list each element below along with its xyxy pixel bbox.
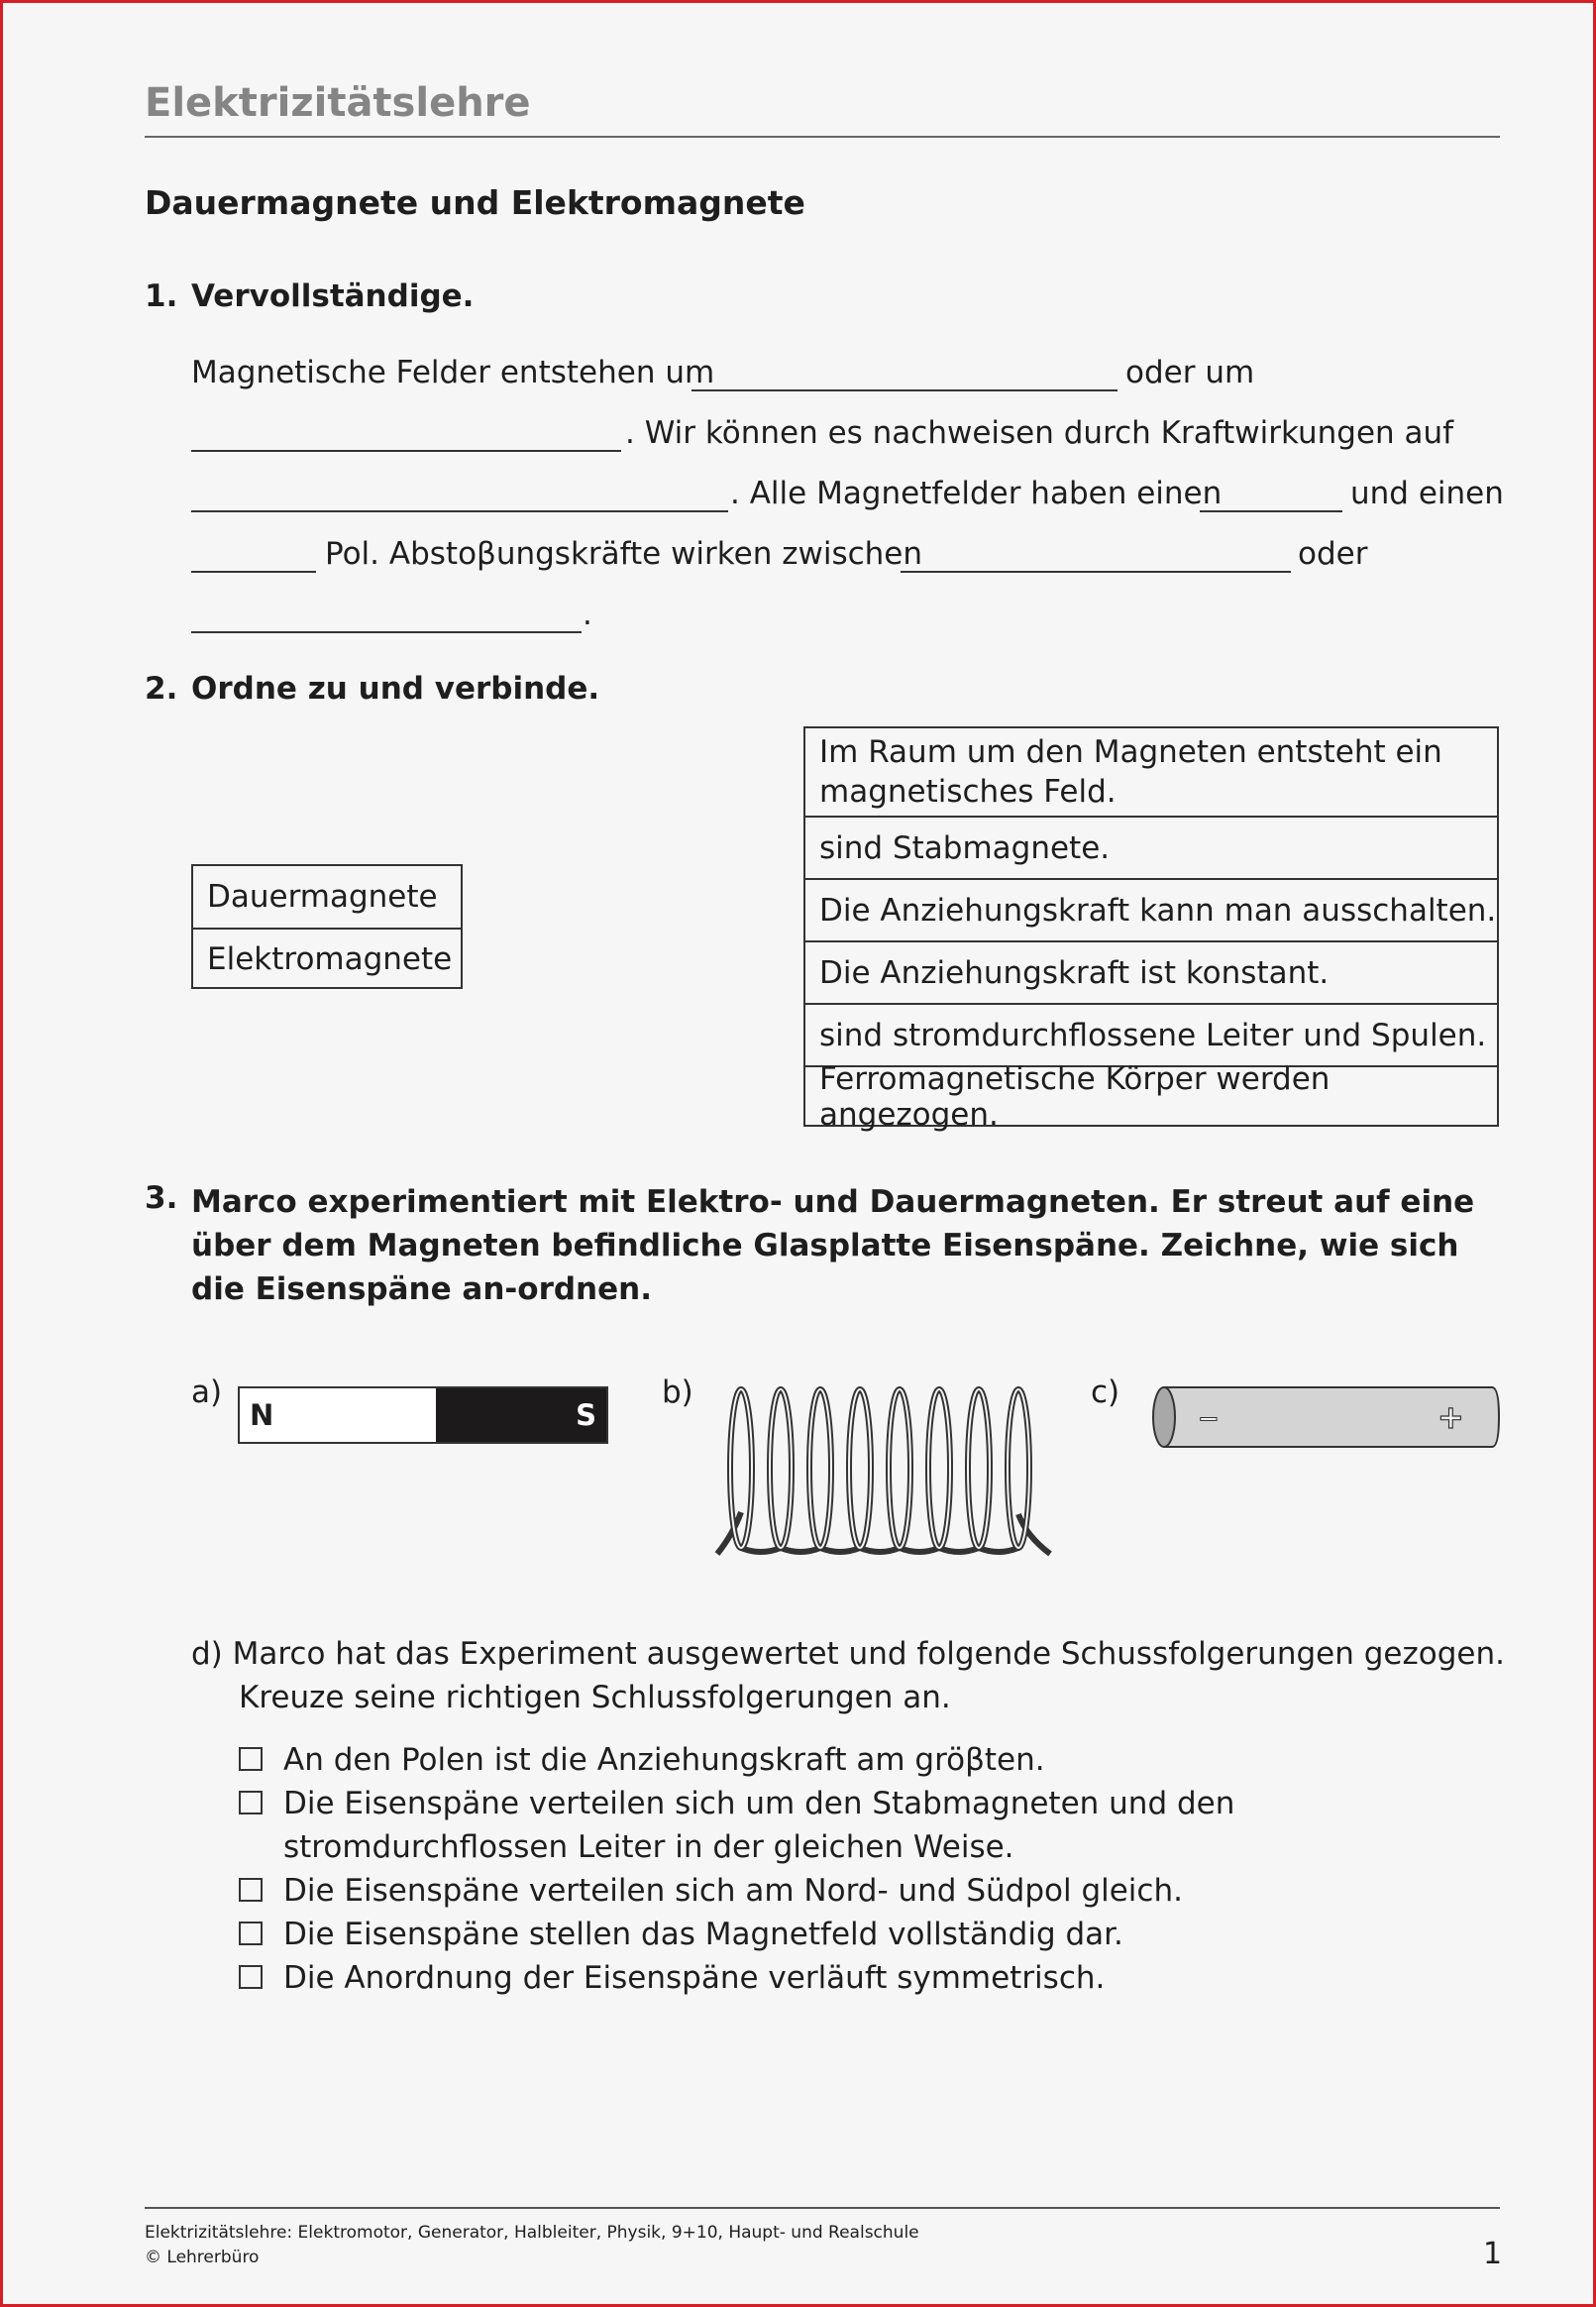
statement-item[interactable]: sind Stabmagnete.: [805, 816, 1497, 878]
question-text: Ordne zu und verbinde.: [191, 671, 600, 707]
statement-item[interactable]: Die Anziehungskraft kann man ausschalten.: [805, 878, 1497, 940]
checkbox-label: Die Eisenspäne verteilen sich am Nord- und Südpol gleich.: [283, 1873, 1183, 1909]
fill-text: Pol. Abstoβungskräfte wirken zwischen: [325, 536, 923, 572]
question-3d-intro: d) Marco hat das Experiment ausgewertet und folgende Schussfolgerungen gezogen.: [191, 1636, 1505, 1672]
question-3-text: Marco experimentiert mit Elektro- und Dauermagneten. Er streut auf eine über dem Magneten befindliche Glasplatte Eisenspäne. Zeichne, wie sich die Eisenspäne an-ordnen.: [191, 1184, 1475, 1307]
checkbox[interactable]: [239, 1878, 263, 1902]
term-dauermagnete[interactable]: Dauermagnete: [207, 879, 438, 915]
page-number: 1: [1483, 2237, 1503, 2271]
checkbox[interactable]: [239, 1791, 263, 1814]
coil-figure: [711, 1385, 1058, 1559]
figure-a-label: a): [191, 1374, 223, 1410]
question-text: Vervollständige.: [191, 278, 475, 314]
checkbox[interactable]: [239, 1922, 263, 1945]
footer-series: Elektrizitätslehre: Elektromotor, Generator, Halbleiter, Physik, 9+10, Haupt- und Realschule: [145, 2223, 919, 2243]
statement-item[interactable]: sind stromdurchflossene Leiter und Spulen.: [805, 1003, 1497, 1065]
worksheet-title: Dauermagnete und Elektromagnete: [145, 183, 805, 222]
header-divider: [145, 136, 1500, 138]
checkbox[interactable]: [239, 1965, 263, 1989]
footer-divider: [145, 2207, 1500, 2209]
minus-sign: −: [1198, 1404, 1220, 1434]
term-elektromagnete[interactable]: Elektromagnete: [193, 928, 461, 989]
statement-item[interactable]: Ferromagnetische Körper werden angezogen.: [805, 1065, 1497, 1127]
fill-text: oder: [1298, 536, 1368, 572]
bar-magnet-figure: [238, 1386, 608, 1444]
fill-text: . Wir können es nachweisen durch Kraftwirkungen auf: [625, 415, 1454, 451]
checkbox[interactable]: [239, 1747, 263, 1771]
statement-box: [803, 726, 1499, 1133]
question-number: 3.: [145, 1180, 178, 1216]
fill-text: Magnetische Felder entstehen um: [191, 355, 715, 390]
fill-text: und einen: [1350, 476, 1504, 511]
question-number: 1.: [145, 278, 178, 314]
fill-text: . Alle Magnetfelder haben einen: [730, 476, 1223, 511]
fill-blank[interactable]: [191, 510, 728, 512]
question-number: 2.: [145, 671, 178, 707]
checkbox-label: An den Polen ist die Anziehungskraft am gröβten.: [283, 1742, 1045, 1778]
fill-blank[interactable]: [901, 571, 1291, 573]
fill-text: oder um: [1125, 355, 1255, 390]
plus-sign: +: [1437, 1398, 1464, 1436]
footer-copyright: © Lehrerbüro: [145, 2248, 260, 2267]
question-3d-instruction: Kreuze seine richtigen Schlussfolgerungen an.: [239, 1680, 951, 1715]
header-subject: Elektrizitätslehre: [145, 80, 531, 126]
north-pole: N: [240, 1388, 436, 1442]
checkbox-label: Die Eisenspäne verteilen sich um den Stabmagneten und den stromdurchflossen Leiter in der gleichen Weise.: [283, 1786, 1235, 1865]
figure-c-label: c): [1091, 1374, 1120, 1410]
fill-blank[interactable]: [191, 631, 582, 633]
statement-item[interactable]: Die Anziehungskraft ist konstant.: [805, 940, 1497, 1003]
south-pole: S: [436, 1388, 606, 1442]
checkbox-label: Die Anordnung der Eisenspäne verläuft symmetrisch.: [283, 1960, 1106, 1996]
conductor-rod-figure: [1150, 1382, 1503, 1452]
fill-blank[interactable]: [191, 571, 316, 573]
figure-b-label: b): [662, 1374, 693, 1410]
fill-blank[interactable]: [692, 389, 1117, 391]
fill-blank[interactable]: [1200, 510, 1342, 512]
statement-item[interactable]: Im Raum um den Magneten entsteht ein magnetisches Feld.: [819, 734, 1442, 810]
fill-blank[interactable]: [191, 450, 621, 452]
checkbox-label: Die Eisenspäne stellen das Magnetfeld vollständig dar.: [283, 1917, 1123, 1952]
fill-text: .: [583, 597, 592, 632]
term-box: [191, 864, 463, 989]
